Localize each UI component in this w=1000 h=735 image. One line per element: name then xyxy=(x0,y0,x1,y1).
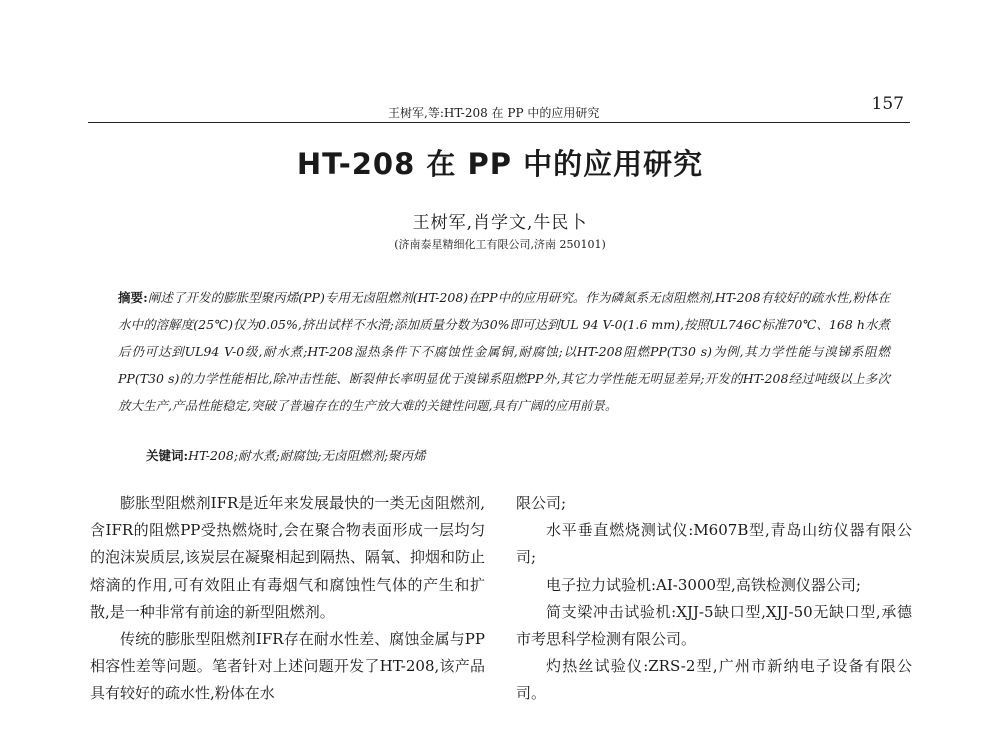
running-title: 王树军,等:HT-208 在 PP 中的应用研究 xyxy=(388,106,600,120)
abstract xyxy=(118,284,890,419)
abstract-label: 摘要: xyxy=(118,290,148,305)
keywords xyxy=(146,446,886,464)
right-column xyxy=(516,490,912,708)
body-paragraph: 电子拉力试验机:AI-3000型,高铁检测仪器公司; xyxy=(546,575,861,594)
body-paragraph: 简支梁冲击试验机:XJJ-5缺口型,XJJ-50无缺口型,承德市考思科学检测有限公司。 xyxy=(516,602,912,649)
body-paragraph: 水平垂直燃烧测试仪:M607B型,青岛山纺仪器有限公司; xyxy=(516,521,912,567)
keywords-label: 关键词: xyxy=(146,448,189,463)
body-paragraph: 传统的膨胀型阻燃剂IFR存在耐水性差、腐蚀金属与PP相容性差等问题。笔者针对上述问题开发了HT-208,该产品具有较好的疏水性,粉体在水 xyxy=(90,630,485,703)
page-number: 157 xyxy=(871,94,904,114)
affiliation: (济南泰星精细化工有限公司,济南 250101) xyxy=(394,238,606,251)
author-list: 王树军,肖学文,牛民卜 xyxy=(412,213,588,233)
body-paragraph: 膨胀型阻燃剂IFR是近年来发展最快的一类无卤阻燃剂,含IFR的阻燃PP受热燃烧时,会在聚合物表面形成一层均匀的泡沫炭质层,该炭层在凝聚相起到隔热、隔氧、抑烟和防止熔滴的作用,可有效阻止有毒烟气和腐蚀性气体的产生和扩散,是一种非常有前途的新型阻燃剂。 xyxy=(90,494,485,621)
running-header xyxy=(88,92,910,123)
body-paragraph: 限公司; xyxy=(516,494,567,512)
body-paragraph: 灼热丝试验仪:ZRS-2型,广州市新纳电子设备有限公司。 xyxy=(516,657,912,703)
keywords-text: HT-208;耐水煮;耐腐蚀;无卤阻燃剂;聚丙烯 xyxy=(188,448,426,463)
abstract-text: 阐述了开发的膨胀型聚丙烯(PP)专用无卤阻燃剂(HT-208)在PP中的应用研究。作为磷氮系无卤阻燃剂,HT-208有较好的疏水性,粉体在水中的溶解度(25℃)仅为0.05%,挤出试样不水滑;添加质量分数为30%即可达到UL 94 V-0(1.6 mm),按照UL746C标准70℃、168 h水煮后仍可达到UL94 V-0级,耐水煮;HT-208湿热条件下不腐蚀性金属铜,耐腐蚀;以HT-208阻燃PP(T30 s)为例,其力学性能与溴锑系阻燃PP(T30 s)的力学性能相比,除冲击性能、断裂伸长率明显优于溴锑系阻燃PP外,其它力学性能无明显差异;开发的HT-208经过吨级以上多次放大生产,产品性能稳定,突破了普遍存在的生产放大难的关键性问题,具有广阔的应用前景。 xyxy=(118,290,890,413)
paper-title: HT-208 在 PP 中的应用研究 xyxy=(296,147,704,181)
left-column xyxy=(90,490,485,708)
